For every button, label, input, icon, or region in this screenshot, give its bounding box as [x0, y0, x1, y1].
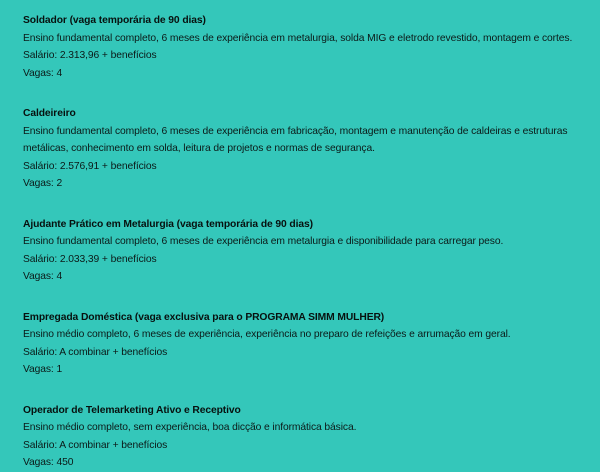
job-item-ajudante-metalurgia [23, 216, 600, 286]
job-openings: Vagas: 2 [23, 178, 63, 189]
job-item-telemarketing [23, 402, 600, 472]
job-salary: Salário: A combinar + benefícios [23, 439, 168, 451]
job-salary: Salário: 2.313,96 + benefícios [23, 50, 157, 61]
job-salary: Salário: 2.033,39 + benefícios [23, 253, 157, 265]
job-openings: Vagas: 1 [23, 364, 63, 375]
job-item-empregada-domestica [23, 309, 600, 379]
job-openings: Vagas: 4 [23, 67, 63, 79]
job-title: Ajudante Prático em Metalurgia (vaga temporária de 90 dias) [23, 218, 313, 230]
job-description: Ensino fundamental completo, 6 meses de experiência em fabricação, montagem e manutenção de caldeiras e estruturas metálicas, conhecimento em solda, leitura de projetos e normas de segurança. [23, 125, 568, 154]
job-salary: Salário: A combinar + benefícios [23, 346, 168, 358]
job-description: Ensino médio completo, sem experiência, boa dicção e informática básica. [23, 422, 357, 433]
job-item-caldeireiro [23, 105, 600, 193]
job-salary: Salário: 2.576,91 + benefícios [23, 160, 157, 172]
job-title: Soldador (vaga temporária de 90 dias) [23, 15, 206, 26]
job-description: Ensino fundamental completo, 6 meses de experiência em metalurgia e disponibilidade para carregar peso. [23, 236, 504, 247]
job-item-soldador [23, 12, 600, 82]
job-title: Empregada Doméstica (vaga exclusiva para o PROGRAMA SIMM MULHER) [23, 311, 385, 323]
job-description: Ensino médio completo, 6 meses de experiência, experiência no preparo de refeições e arrumação em geral. [23, 329, 511, 340]
job-title: Caldeireiro [23, 108, 76, 119]
job-description: Ensino fundamental completo, 6 meses de experiência em metalurgia, solda MIG e eletrodo revestido, montagem e cortes. [23, 32, 573, 44]
job-title: Operador de Telemarketing Ativo e Receptivo [23, 404, 241, 416]
job-openings: Vagas: 4 [23, 271, 63, 282]
job-openings: Vagas: 450 [23, 457, 74, 468]
